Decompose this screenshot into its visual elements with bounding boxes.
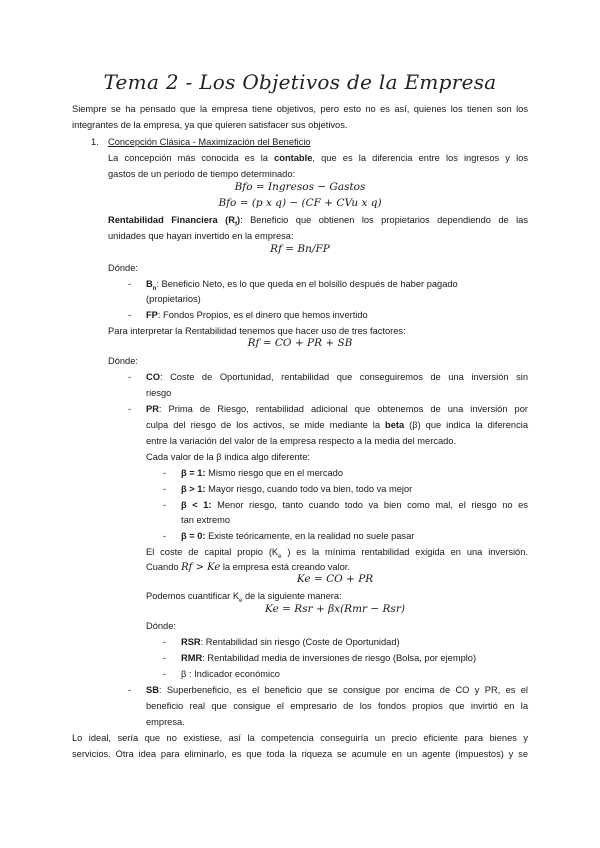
equation-rf: Rf = Bn/FP xyxy=(270,243,330,255)
equation-bfo-2: Bfo = (p x q) − (CF + CVu x q) xyxy=(218,197,382,209)
bullet-fp: - xyxy=(128,310,132,320)
item-fp: FP: Fondos Propios, es el dinero que hemos invertido xyxy=(146,310,368,320)
page-title: Tema 2 - Los Objetivos de la Empresa xyxy=(103,70,497,94)
paragraph-contable: La concepción más conocida es la contable, que es la diferencia entre los ingresos y los xyxy=(108,153,528,163)
paragraph-ke-line-2: Cuando Rf > Ke la empresa está creando valor. xyxy=(146,562,350,573)
bullet-rmr: - xyxy=(163,653,167,663)
paragraph-ke: El coste de capital propio ($K_e$ ) es la mínima rentabilidad exigida en una inversión. xyxy=(146,547,528,560)
item-sb-line-2: beneficio real que consigue el empresario de los fondos propios que invirtió en la xyxy=(146,701,528,711)
bullet-beta-3: - xyxy=(163,500,167,510)
item-bn: $B_n$: Beneficio Neto, es lo que queda en el bolsillo después de haber pagado xyxy=(146,279,458,292)
item-co-line-2: riesgo xyxy=(146,388,172,398)
item-rsr: RSR: Rentabilidad sin riesgo (Coste de Oportunidad) xyxy=(181,637,400,647)
bullet-pr: - xyxy=(128,404,132,414)
bullet-sb: - xyxy=(128,685,132,695)
item-pr-line-2: culpa del riesgo de los activos, se mide mediante la beta (β) que indica la diferencia xyxy=(146,420,528,430)
item-sb: SB: Superbeneficio, es el beneficio que se consigue por encima de CO y PR, es el xyxy=(146,685,528,695)
item-co: CO: Coste de Oportunidad, rentabilidad que conseguiremos de una inversión sin xyxy=(146,372,528,382)
paragraph-contable-line-2: gastos de un periodo de tiempo determinado: xyxy=(108,169,296,179)
closing-line-2: servicios. Otra idea para eliminarlo, es que toda la riqueza se acumule en un agente (impuestos) y se xyxy=(72,749,528,759)
item-beta-equal-1: β = 1: Mismo riesgo que en el mercado xyxy=(181,468,343,478)
item-beta-equal-0: β = 0: Existe teóricamente, en la realidad no suele pasar xyxy=(181,531,415,541)
item-pr: PR: Prima de Riesgo, rentabilidad adicional que obtenemos de una inversión por xyxy=(146,404,528,414)
equation-ke: Ke = CO + PR xyxy=(296,573,374,585)
bullet-beta-1: - xyxy=(163,468,167,478)
bullet-bn: - xyxy=(128,279,132,289)
intro-line-1: Siempre se ha pensado que la empresa tiene objetivos, pero esto no es así, quienes los tienen son los xyxy=(72,104,528,114)
paragraph-rentabilidad-line-2: unidades que hayan invertido en la empresa: xyxy=(108,231,294,241)
donde-label-1: Dónde: xyxy=(108,263,138,273)
section-number: 1. xyxy=(91,137,99,147)
equation-ke-capm: Ke = Rsr + βx(Rmr − Rsr) xyxy=(265,603,405,615)
item-beta-less-1: β < 1: Menor riesgo, tanto cuando todo va bien como mal, el riesgo no es xyxy=(181,500,528,510)
closing-line-1: Lo ideal, sería que no existiese, así la competencia conseguiría un precio eficiente para bienes y xyxy=(72,733,528,743)
item-pr-line-3: entre la variación del valor de la empresa respecto a la media del mercado. xyxy=(146,436,457,446)
intro-line-2: integrantes de la empresa, ya que quieren satisfacer sus objetivos. xyxy=(72,120,348,130)
paragraph-cuantificar: Podemos cuantificar $K_e$ de la siguiente manera: xyxy=(146,591,342,604)
bullet-beta-2: - xyxy=(163,484,167,494)
bullet-rsr: - xyxy=(163,637,167,647)
item-beta-greater-1: β > 1: Mayor riesgo, cuando todo va bien, todo va mejor xyxy=(181,484,413,494)
item-beta-less-1-line-2: tan extremo xyxy=(181,515,231,525)
beta-intro: Cada valor de la β indica algo diferente: xyxy=(146,452,311,462)
equation-rf-factors: Rf = CO + PR + SB xyxy=(247,337,353,349)
item-sb-line-3: empresa. xyxy=(146,717,185,727)
bullet-indicador: - xyxy=(163,669,167,679)
paragraph-rentabilidad: Rentabilidad Financiera $(R_f)$: Beneficio que obtienen los propietarios dependiendo de las xyxy=(108,215,528,228)
item-indicador: β : Indicador económico xyxy=(181,669,280,679)
donde-label-3: Dónde: xyxy=(146,621,176,631)
donde-label-2: Dónde: xyxy=(108,356,138,366)
item-rmr: RMR: Rentabilidad media de inversiones de riesgo (Bolsa, por ejemplo) xyxy=(181,653,477,663)
paragraph-interpretar: Para interpretar la Rentabilidad tenemos que hacer uso de tres factores: xyxy=(108,326,406,336)
section-heading: Concepción Clásica - Maximización del Beneficio xyxy=(108,137,311,147)
item-bn-line-2: (propietarios) xyxy=(146,294,201,304)
bullet-beta-4: - xyxy=(163,531,167,541)
bullet-co: - xyxy=(128,372,132,382)
equation-bfo-1: Bfo = Ingresos − Gastos xyxy=(234,181,366,193)
